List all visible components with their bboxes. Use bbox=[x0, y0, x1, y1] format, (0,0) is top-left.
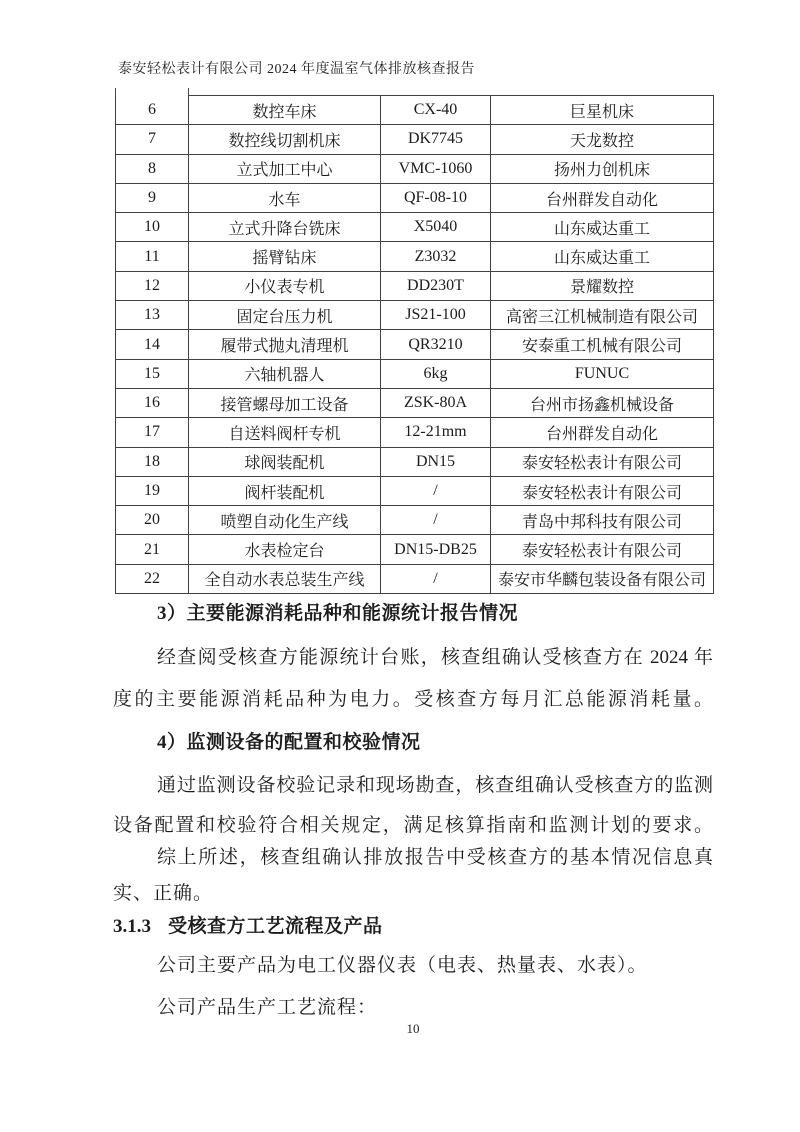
equipment-table bbox=[115, 95, 714, 594]
cell-name: 数控线切割机床 bbox=[189, 125, 381, 154]
cell-model: DN15 bbox=[381, 447, 491, 476]
cell-name: 水表检定台 bbox=[189, 535, 381, 564]
cell-name: 摇臂钻床 bbox=[189, 242, 381, 271]
para-monitor-line1: 通过监测设备校验记录和现场勘查，核查组确认受核查方的监测 bbox=[157, 775, 713, 796]
cell-model: Z3032 bbox=[381, 242, 491, 271]
cell-no: 19 bbox=[116, 476, 189, 505]
table-row bbox=[116, 125, 714, 154]
cell-model: 6kg bbox=[381, 359, 491, 388]
cell-maker: FUNUC bbox=[491, 359, 714, 388]
cell-name: 喷塑自动化生产线 bbox=[189, 506, 381, 535]
cell-name: 阀杆装配机 bbox=[189, 476, 381, 505]
para-summary-line2: 实、正确。 bbox=[113, 883, 214, 904]
para-main-products: 公司主要产品为电工仪器仪表（电表、热量表、水表）。 bbox=[157, 955, 648, 976]
cell-model: JS21-100 bbox=[381, 301, 491, 330]
cell-maker: 台州市扬鑫机械设备 bbox=[491, 388, 714, 417]
table-row bbox=[116, 476, 714, 505]
cell-maker: 安泰重工机械有限公司 bbox=[491, 330, 714, 359]
cell-no: 11 bbox=[116, 242, 189, 271]
cell-maker: 景耀数控 bbox=[491, 271, 714, 300]
cell-maker: 巨星机床 bbox=[491, 96, 714, 125]
table-row bbox=[116, 330, 714, 359]
para-energy-line1: 经查阅受核查方能源统计台账，核查组确认受核查方在 2024 年 bbox=[157, 647, 713, 668]
table-row bbox=[116, 564, 714, 593]
heading-energy-consumption: 3）主要能源消耗品种和能源统计报告情况 bbox=[157, 603, 519, 624]
cell-model: 12-21mm bbox=[381, 418, 491, 447]
cell-maker: 泰安轻松表计有限公司 bbox=[491, 447, 714, 476]
cell-name: 六轴机器人 bbox=[189, 359, 381, 388]
para-monitor-line2: 设备配置和校验符合相关规定，满足核算指南和监测计划的要求。 bbox=[113, 815, 713, 836]
cell-no: 17 bbox=[116, 418, 189, 447]
cell-no: 20 bbox=[116, 506, 189, 535]
cell-model: QR3210 bbox=[381, 330, 491, 359]
heading-monitoring-equipment: 4）监测设备的配置和校验情况 bbox=[157, 732, 421, 753]
cell-model: ZSK-80A bbox=[381, 388, 491, 417]
cell-maker: 泰安市华麟包装设备有限公司 bbox=[491, 564, 714, 593]
cell-no: 10 bbox=[116, 213, 189, 242]
cell-no: 15 bbox=[116, 359, 189, 388]
cell-no: 12 bbox=[116, 271, 189, 300]
cell-no: 22 bbox=[116, 564, 189, 593]
cell-name: 接管螺母加工设备 bbox=[189, 388, 381, 417]
cell-maker: 山东威达重工 bbox=[491, 213, 714, 242]
cell-no: 7 bbox=[116, 125, 189, 154]
table-row bbox=[116, 96, 714, 125]
para-energy-line2: 度的主要能源消耗品种为电力。受核查方每月汇总能源消耗量。 bbox=[113, 689, 713, 710]
cell-maker: 山东威达重工 bbox=[491, 242, 714, 271]
cell-model: CX-40 bbox=[381, 96, 491, 125]
para-process-flow: 公司产品生产工艺流程： bbox=[157, 997, 378, 1018]
cell-maker: 青岛中邦科技有限公司 bbox=[491, 506, 714, 535]
cell-name: 球阀装配机 bbox=[189, 447, 381, 476]
cell-model: / bbox=[381, 564, 491, 593]
table-row bbox=[116, 213, 714, 242]
cell-name: 水车 bbox=[189, 183, 381, 212]
cell-model: DD230T bbox=[381, 271, 491, 300]
cell-no: 8 bbox=[116, 154, 189, 183]
cell-name: 全自动水表总装生产线 bbox=[189, 564, 381, 593]
table-row bbox=[116, 535, 714, 564]
table-row bbox=[116, 154, 714, 183]
para-summary-line1: 综上所述，核查组确认排放报告中受核查方的基本情况信息真 bbox=[157, 847, 713, 868]
table-row bbox=[116, 271, 714, 300]
table-row bbox=[116, 301, 714, 330]
heading-process-number: 3.1.3 bbox=[113, 916, 151, 937]
table-row bbox=[116, 418, 714, 447]
cell-model: DN15-DB25 bbox=[381, 535, 491, 564]
report-header: 泰安轻松表计有限公司 2024 年度温室气体排放核查报告 bbox=[118, 62, 475, 77]
cell-model: VMC-1060 bbox=[381, 154, 491, 183]
cell-name: 固定台压力机 bbox=[189, 301, 381, 330]
cell-name: 立式升降台铣床 bbox=[189, 213, 381, 242]
cell-model: / bbox=[381, 476, 491, 505]
cell-maker: 高密三江机械制造有限公司 bbox=[491, 301, 714, 330]
cell-no: 9 bbox=[116, 183, 189, 212]
table-row bbox=[116, 242, 714, 271]
cell-model: / bbox=[381, 506, 491, 535]
cell-no: 13 bbox=[116, 301, 189, 330]
cell-maker: 扬州力创机床 bbox=[491, 154, 714, 183]
heading-process-products bbox=[113, 915, 383, 938]
cell-maker: 天龙数控 bbox=[491, 125, 714, 154]
cell-maker: 台州群发自动化 bbox=[491, 183, 714, 212]
cell-maker: 台州群发自动化 bbox=[491, 418, 714, 447]
equipment-table-body bbox=[116, 96, 714, 594]
table-row bbox=[116, 388, 714, 417]
page-number: 10 bbox=[406, 1021, 420, 1036]
cell-maker: 泰安轻松表计有限公司 bbox=[491, 476, 714, 505]
table-row bbox=[116, 506, 714, 535]
table-row bbox=[116, 359, 714, 388]
cell-name: 数控车床 bbox=[189, 96, 381, 125]
heading-process-title: 受核查方工艺流程及产品 bbox=[168, 916, 383, 937]
cell-no: 16 bbox=[116, 388, 189, 417]
cell-name: 小仪表专机 bbox=[189, 271, 381, 300]
table-row bbox=[116, 447, 714, 476]
cell-model: DK7745 bbox=[381, 125, 491, 154]
cell-name: 自送料阀杆专机 bbox=[189, 418, 381, 447]
cell-model: X5040 bbox=[381, 213, 491, 242]
cell-model: QF-08-10 bbox=[381, 183, 491, 212]
cell-no: 18 bbox=[116, 447, 189, 476]
cell-no: 14 bbox=[116, 330, 189, 359]
table-row bbox=[116, 183, 714, 212]
cell-no: 21 bbox=[116, 535, 189, 564]
cell-name: 立式加工中心 bbox=[189, 154, 381, 183]
cell-no: 6 bbox=[116, 96, 189, 125]
cell-name: 履带式抛丸清理机 bbox=[189, 330, 381, 359]
cell-maker: 泰安轻松表计有限公司 bbox=[491, 535, 714, 564]
